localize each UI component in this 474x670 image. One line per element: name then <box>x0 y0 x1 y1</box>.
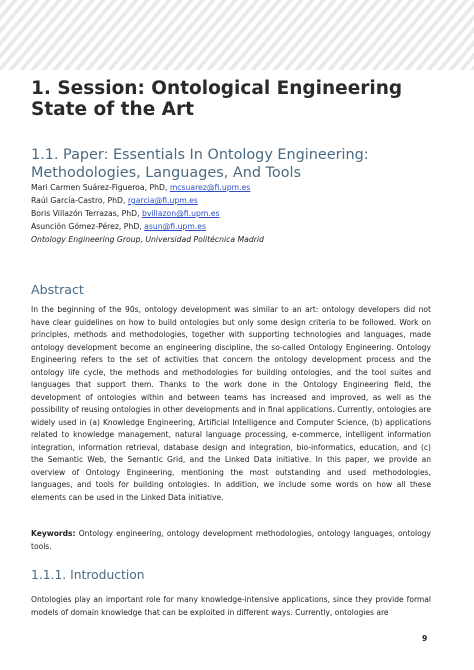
introduction-heading: 1.1.1. Introduction <box>31 568 145 582</box>
abstract-text: In the beginning of the 90s, ontology development was similar to an art: ontology developers did not have clear guidelines on how to build ontologies but only some design criteria to be followed. Work on principles, methods and methodologies, together with supporting technologies and languages, made ontology development become an engineering discipline, the so-called Ontology Engineering. Ontology Engineering refers to the set of activities that concern the ontology development process and the ontology life cycle, the methods and methodologies for building ontologies, and the tool suites and languages that support them. Thanks to the work done in the Ontology Engineering field, the development of ontologies within and between teams has increased and improved, as well as the possibility of reusing ontologies in other developments and in final applications. Currently, ontologies are widely used in (a) Knowledge Engineering, Artificial Intelligence and Computer Science, (b) applications related to knowledge management, natural language processing, e-commerce, intelligent information integration, information retrieval, database design and integration, bio-informatics, education, and (c) the Semantic Web, the Semantic Grid, and the Linked Data initiative. In this paper, we provide an overview of Ontology Engineering, mentioning the most outstanding and used methodologies, languages, and tools for building ontologies. In addition, we include some words on how all these elements can be used in the Linked Data initiative. <box>31 305 431 502</box>
header-banner <box>0 0 474 70</box>
session-title-line-1: 1. Session: Ontological Engineering <box>31 78 403 99</box>
page-number: 9 <box>422 634 428 643</box>
author-name: Raúl García-Castro, PhD, <box>31 196 128 205</box>
banner-stripes <box>0 0 474 70</box>
abstract-heading: Abstract <box>31 282 84 297</box>
introduction-text: Ontologies play an important role for many knowledge-intensive applications, since they provide formal models of domain knowledge that can be exploited in different ways. Currently, ontologies are <box>31 595 431 617</box>
author-line <box>31 194 431 207</box>
keywords-text: Ontology engineering, ontology development methodologies, ontology languages, ontology tools. <box>31 529 431 551</box>
author-email-link[interactable]: mcsuarez@fi.upm.es <box>169 183 251 192</box>
author-email-link[interactable]: asun@fi.upm.es <box>144 222 206 231</box>
paper-title <box>31 146 431 182</box>
author-name: Mari Carmen Suárez-Figueroa, PhD, <box>31 183 170 192</box>
keywords-paragraph <box>31 528 431 554</box>
keywords-label: Keywords: <box>31 529 76 538</box>
author-line <box>31 181 431 194</box>
affiliation: Ontology Engineering Group, Universidad Politécnica Madrid <box>31 235 264 244</box>
author-name: Boris Villazón Terrazas, PhD, <box>31 209 142 218</box>
paper-title-line-2: Methodologies, Languages, And Tools <box>31 165 301 181</box>
author-email-link[interactable]: bvillazon@fi.upm.es <box>141 209 220 218</box>
session-title-line-2: State of the Art <box>31 99 194 120</box>
author-line <box>31 207 431 220</box>
author-line <box>31 220 431 233</box>
session-title <box>31 78 431 120</box>
paper-title-line-1: 1.1. Paper: Essentials In Ontology Engineering: <box>31 147 369 163</box>
author-list <box>31 181 431 246</box>
author-email-link[interactable]: rgarcia@fi.upm.es <box>127 196 198 205</box>
author-name: Asunción Gómez-Pérez, PhD, <box>31 222 145 231</box>
